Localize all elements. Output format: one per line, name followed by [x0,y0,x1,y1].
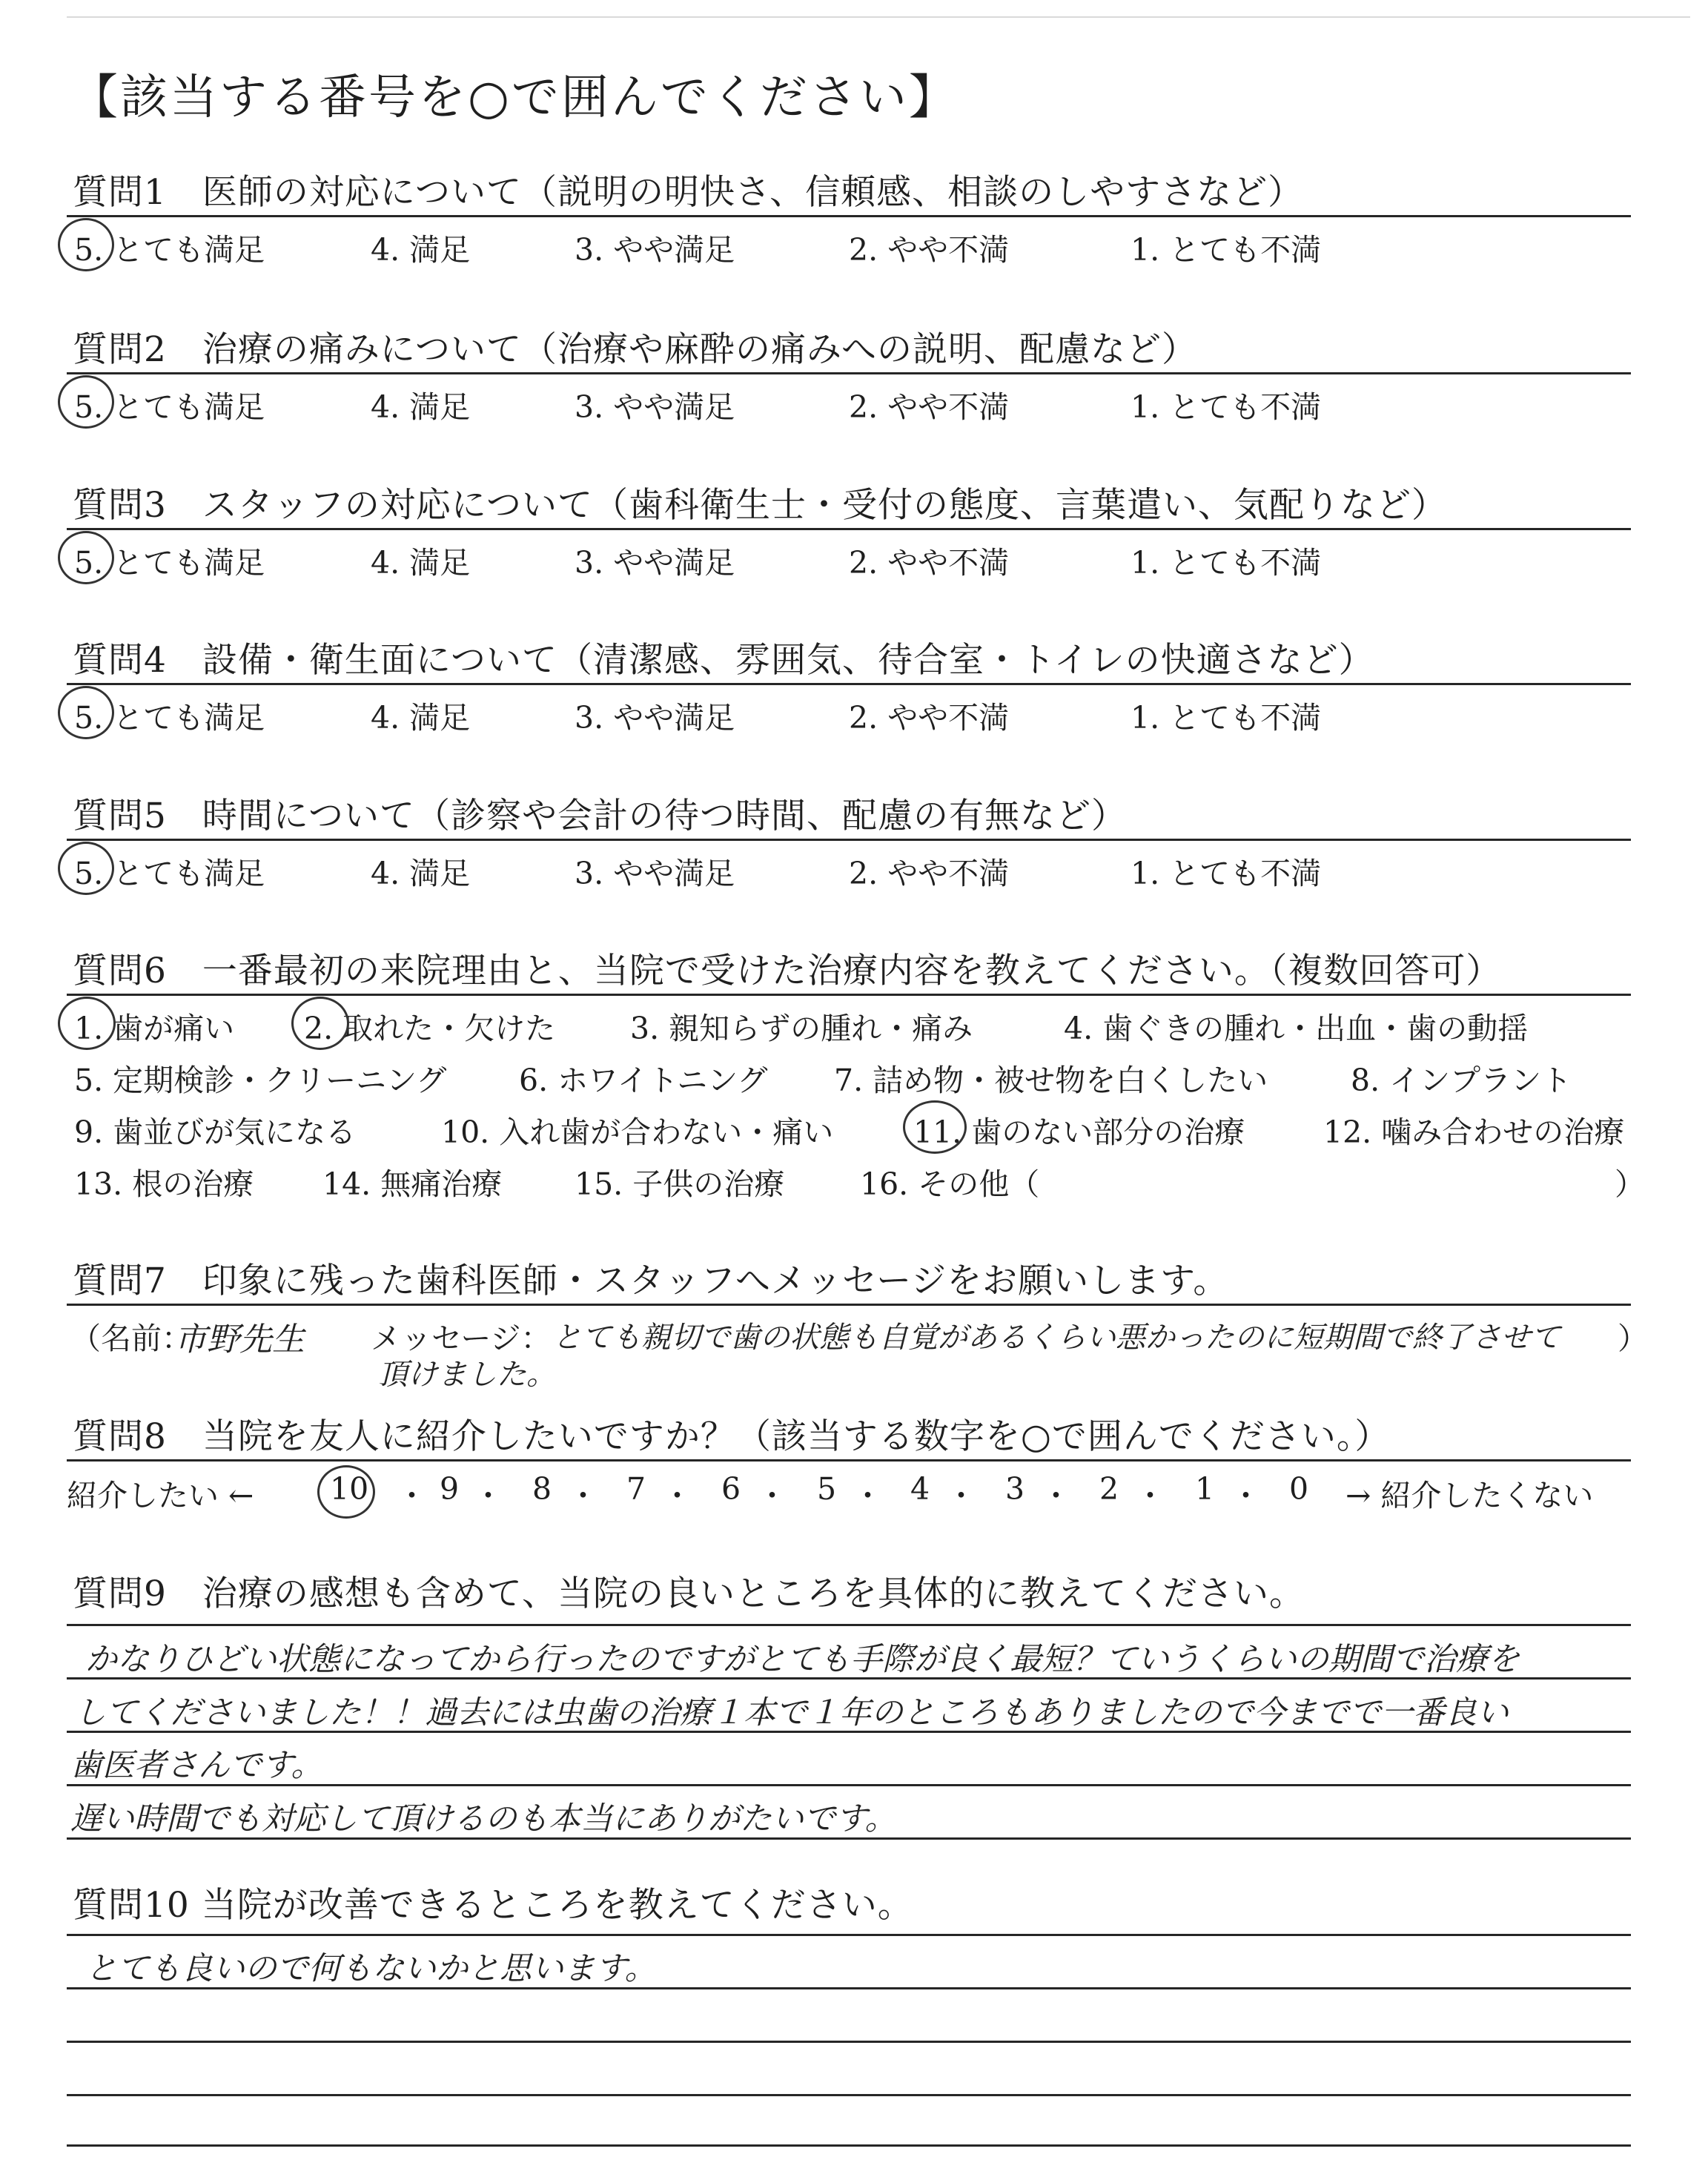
q6-option-11[interactable]: 11. 歯のない部分の治療 [913,1114,1245,1150]
question-7-title: 質問7 印象に残った歯科医師・スタッフへメッセージをお願いします。 [73,1261,1229,1301]
q5-option-4[interactable]: 4. 満足 [371,856,471,891]
page-heading: 【該当する番号を○で囲んでください】 [70,70,959,125]
q1-option-1[interactable]: 1. とても不満 [1131,232,1322,268]
q7-message-label: メッセージ： [371,1321,552,1356]
q3-selected-circle [58,531,114,584]
q7-close-paren: ） [1618,1321,1648,1356]
q8-dot: ・ [1135,1478,1165,1513]
q6-option-10[interactable]: 10. 入れ歯が合わない・痛い [441,1114,834,1150]
question-3-rule [67,528,1631,530]
q8-left-label: 紹介したい ← [67,1478,254,1513]
q8-right-label: → 紹介したくない [1345,1478,1594,1513]
question-8-title: 質問8 当院を友人に紹介したいですか？（該当する数字を○で囲んでください。） [73,1416,1391,1457]
q2-option-3[interactable]: 3. やや満足 [575,389,735,425]
q4-option-3[interactable]: 3. やや満足 [575,700,735,736]
q8-dot: ・ [397,1478,427,1513]
q8-number-5[interactable]: 5 [817,1471,837,1507]
q4-option-1[interactable]: 1. とても不満 [1131,700,1322,736]
q2-option-2[interactable]: 2. やや不満 [849,389,1010,425]
q9-answer-text-2: してくださいました！！過去には虫歯の治療１本で１年のところもありましたので今までで一番良い [74,1694,1509,1731]
q6-option-1[interactable]: 1. 歯が痛い [74,1011,235,1046]
q4-option-2[interactable]: 2. やや不満 [849,700,1010,736]
question-4-title: 質問4 設備・衛生面について（清潔感、雰囲気、待合室・トイレの快適さなど） [73,640,1374,681]
question-4-rule [67,683,1631,685]
q2-selected-circle [58,375,114,429]
q6-option-7[interactable]: 7. 詰め物・被せ物を白くしたい [834,1063,1268,1098]
q8-dot: ・ [1231,1478,1261,1513]
q8-number-3[interactable]: 3 [1005,1471,1025,1507]
q2-option-4[interactable]: 4. 満足 [371,389,471,425]
question-1-title: 質問1 医師の対応について（説明の明快さ、信頼感、相談のしやすさなど） [73,172,1304,213]
q6-selected-circle-11 [903,1100,967,1154]
question-7-rule [67,1304,1631,1306]
q4-option-4[interactable]: 4. 満足 [371,700,471,736]
q6-option-3[interactable]: 3. 親知らずの腫れ・痛み [630,1011,973,1046]
question-10-title: 質問10 当院が改善できるところを教えてください。 [73,1885,913,1926]
q6-option-15[interactable]: 15. 子供の治療 [575,1166,785,1202]
q1-option-3[interactable]: 3. やや満足 [575,232,735,268]
q7-message-line-2: 頂けました。 [378,1358,556,1392]
q4-selected-circle [58,686,114,739]
q8-dot: ・ [757,1478,787,1513]
question-9-title: 質問9 治療の感想も含めて、当院の良いところを具体的に教えてください。 [73,1573,1305,1614]
q6-option-13[interactable]: 13. 根の治療 [74,1166,254,1202]
question-2-rule [67,372,1631,374]
q8-number-1[interactable]: 1 [1195,1471,1215,1507]
q6-option-14[interactable]: 14. 無痛治療 [322,1166,503,1202]
q8-dot: ・ [473,1478,503,1513]
q8-number-2[interactable]: 2 [1099,1471,1119,1507]
question-5-rule [67,839,1631,841]
question-3-title: 質問3 スタッフの対応について（歯科衛生士・受付の態度、言葉遣い、気配りなど） [73,485,1447,526]
q10-answer-text: とても良いので何もないかと思います。 [85,1950,657,1987]
q3-option-1[interactable]: 1. とても不満 [1131,545,1322,581]
q6-option-16[interactable]: 16. その他（ [860,1166,1040,1202]
q8-dot: ・ [946,1478,976,1513]
q7-name-label: （名前： [70,1321,192,1356]
q5-option-3[interactable]: 3. やや満足 [575,856,735,891]
page-top-edge [67,16,1690,18]
q6-option-5[interactable]: 5. 定期検診・クリーニング [74,1063,447,1098]
q8-number-8[interactable]: 8 [532,1471,552,1507]
question-8-rule [67,1459,1631,1462]
q10-answer-line-3 [67,2041,1631,2043]
q6-selected-circle-1 [58,997,116,1050]
q5-option-5[interactable]: 5. とても満足 [74,856,265,891]
q2-option-5[interactable]: 5. とても満足 [74,389,265,425]
q8-number-4[interactable]: 4 [910,1471,930,1507]
question-6-title: 質問6 一番最初の来院理由と、当院で受けた治療内容を教えてください。（複数回答可） [73,951,1502,991]
q8-selected-circle [317,1465,375,1519]
q1-selected-circle [58,218,114,271]
q8-number-9[interactable]: 9 [440,1471,460,1507]
q8-number-10[interactable]: 10 [330,1471,369,1507]
q6-option-8[interactable]: 8. インプラント [1351,1063,1572,1098]
question-6-rule [67,994,1631,996]
q8-dot: ・ [568,1478,598,1513]
q9-answer-text-1: かなりひどい状態になってから行ったのですがとても手際が良く最短？ていうくらいの期間で治療を [85,1641,1520,1678]
q3-option-4[interactable]: 4. 満足 [371,545,471,581]
q8-dot: ・ [1041,1478,1071,1513]
q9-answer-line-1 [67,1624,1631,1626]
q10-answer-line-5 [67,2144,1631,2147]
q7-message-line-1: とても親切で歯の状態も自覚があるくらい悪かったのに短期間で終了させて [552,1321,1560,1355]
q3-option-2[interactable]: 2. やや不満 [849,545,1010,581]
q5-option-1[interactable]: 1. とても不満 [1131,856,1322,891]
question-5-title: 質問5 時間について（診察や会計の待つ時間、配慮の有無など） [73,796,1127,836]
q10-answer-line-1 [67,1934,1631,1936]
q6-option-12[interactable]: 12. 噛み合わせの治療 [1323,1114,1625,1150]
q6-option-2[interactable]: 2. 取れた・欠けた [304,1011,556,1046]
q5-option-2[interactable]: 2. やや不満 [849,856,1010,891]
q2-option-1[interactable]: 1. とても不満 [1131,389,1322,425]
q8-number-0[interactable]: 0 [1289,1471,1309,1507]
q8-dot: ・ [662,1478,692,1513]
q1-option-5[interactable]: 5. とても満足 [74,232,265,268]
q9-answer-text-3: 歯医者さんです。 [70,1747,323,1784]
q1-option-4[interactable]: 4. 満足 [371,232,471,268]
q4-option-5[interactable]: 5. とても満足 [74,700,265,736]
q8-number-6[interactable]: 6 [721,1471,741,1507]
q1-option-2[interactable]: 2. やや不満 [849,232,1010,268]
q6-option-16-close-paren: ） [1615,1166,1645,1202]
question-2-title: 質問2 治療の痛みについて（治療や麻酔の痛みへの説明、配慮など） [73,329,1198,370]
q6-selected-circle-2 [291,997,349,1050]
q6-option-9[interactable]: 9. 歯並びが気になる [74,1114,357,1150]
q9-answer-text-4: 遅い時間でも対応して頂けるのも本当にありがたいです。 [70,1800,897,1837]
q6-option-4[interactable]: 4. 歯ぐきの腫れ・出血・歯の動揺 [1064,1011,1529,1046]
q3-option-3[interactable]: 3. やや満足 [575,545,735,581]
q7-name-handwritten: 市野先生 [174,1321,305,1358]
q6-option-6[interactable]: 6. ホワイトニング [519,1063,768,1098]
q8-number-7[interactable]: 7 [626,1471,646,1507]
q3-option-5[interactable]: 5. とても満足 [74,545,265,581]
q10-answer-line-4 [67,2094,1631,2096]
q5-selected-circle [58,842,114,895]
question-1-rule [67,215,1631,217]
q8-dot: ・ [853,1478,883,1513]
